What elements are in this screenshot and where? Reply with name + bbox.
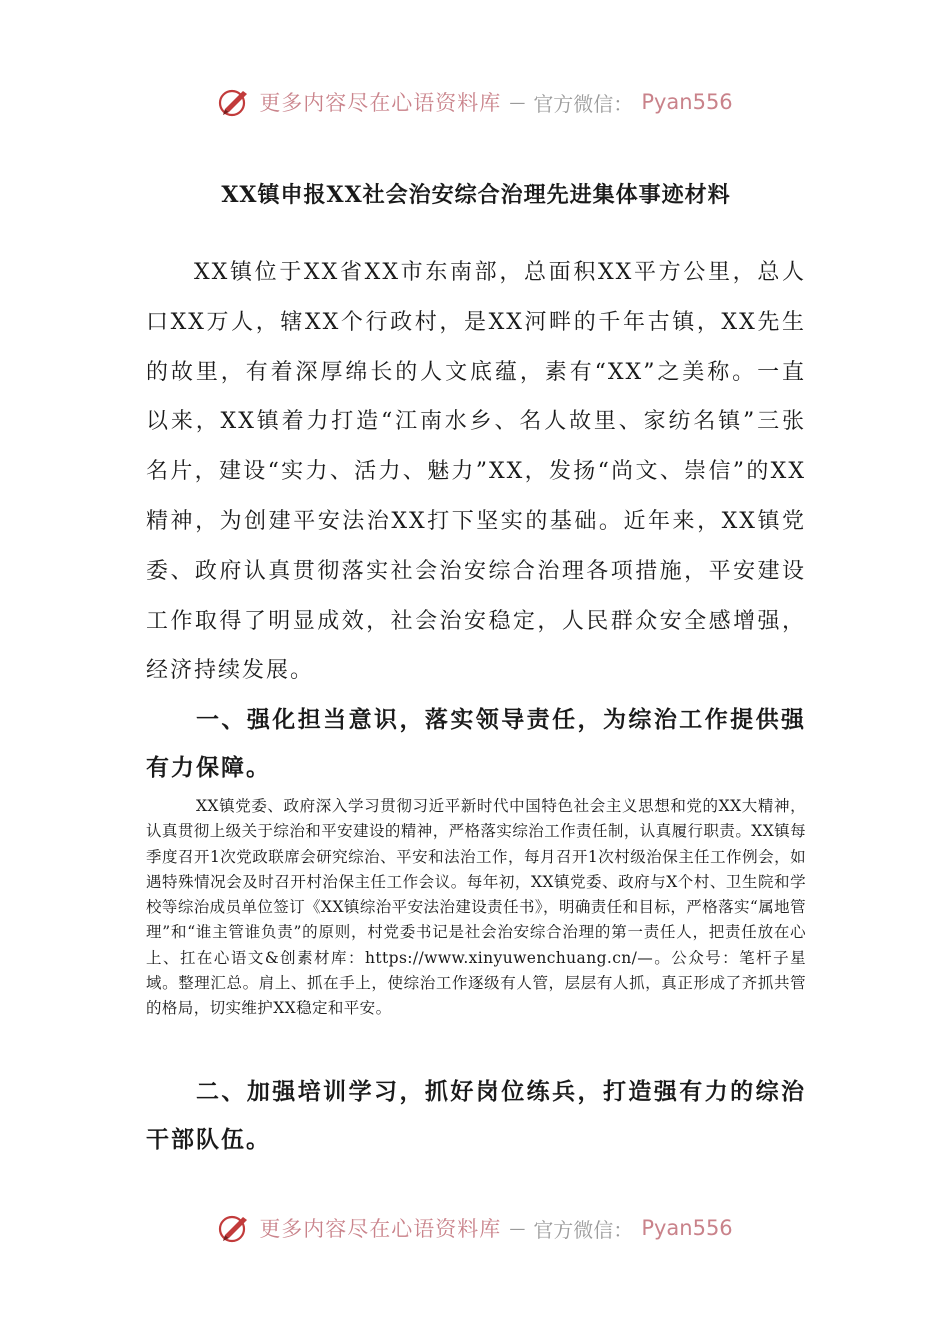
- watermark-wechat-id: Pyan556: [641, 1216, 733, 1240]
- intro-paragraph: XX镇位于XX省XX市东南部，总面积XX平方公里，总人口XX万人，辖XX个行政村，是XX河畔的千年古镇，XX先生的故里，有着深厚绵长的人文底蕴，素有“XX”之美称。一直以来，XX镇着力打造“江南水乡、名人故里、家纺名镇”三张名片，建设“实力、活力、魅力”XX，发扬“尚文、崇信”的XX精神，为创建平安法治XX打下坚实的基础。近年来，XX镇党委、政府认真贯彻落实社会治安综合治理各项措施，平安建设工作取得了明显成效，社会治安稳定，人民群众安全感增强，经济持续发展。: [146, 260, 806, 684]
- document-title: XX镇申报XX社会治安综合治理先进集体事迹材料: [221, 182, 731, 208]
- watermark-wechat-label: 官方微信：: [533, 1217, 634, 1242]
- pen-logo-icon: [217, 85, 251, 119]
- section-heading-2: 二、加强培训学习，抓好岗位练兵，打造强有力的综治干部队伍。: [146, 1078, 806, 1153]
- pen-logo-icon: [217, 1211, 251, 1245]
- section-1-paragraph: XX镇党委、政府深入学习贯彻习近平新时代中国特色社会主义思想和党的XX大精神，认真贯彻上级关于综治和平安建设的精神，严格落实综治工作责任制，认真履行职责。XX镇每季度召开1次党政联席会研究综治、平安和法治工作，每月召开1次村级治保主任工作例会，如遇特殊情况会及时召开村治保主任工作会议。每年初，XX镇党委、政府与X个村、卫生院和学校等综治成员单位签订《XX镇综治平安法治建设责任书》，明确责任和目标，严格落实“属地管理”和“谁主管谁负责”的原则，村党委书记是社会治安综合治理的第一责任人，把责任放在心上、扛在心语文&创素材库：https://www.xinyuwenchuang.cn/—。公众号：笔杆子星域。整理汇总。肩上、抓在手上，使综治工作逐级有人管，层层有人抓，真正形成了齐抓共管的格局，切实维护XX稳定和平安。: [146, 797, 806, 1018]
- watermark-separator: —: [509, 1218, 526, 1238]
- watermark-wechat-label: 官方微信：: [533, 91, 634, 116]
- watermark-separator: —: [509, 92, 526, 112]
- footer-watermark: [0, 1208, 950, 1248]
- watermark-wechat-id: Pyan556: [641, 90, 733, 114]
- section-heading-1: 一、强化担当意识，落实领导责任，为综治工作提供强有力保障。: [146, 706, 806, 781]
- header-watermark: [0, 82, 950, 122]
- watermark-text: 更多内容尽在心语资料库: [259, 1217, 502, 1241]
- watermark-text: 更多内容尽在心语资料库: [259, 91, 502, 115]
